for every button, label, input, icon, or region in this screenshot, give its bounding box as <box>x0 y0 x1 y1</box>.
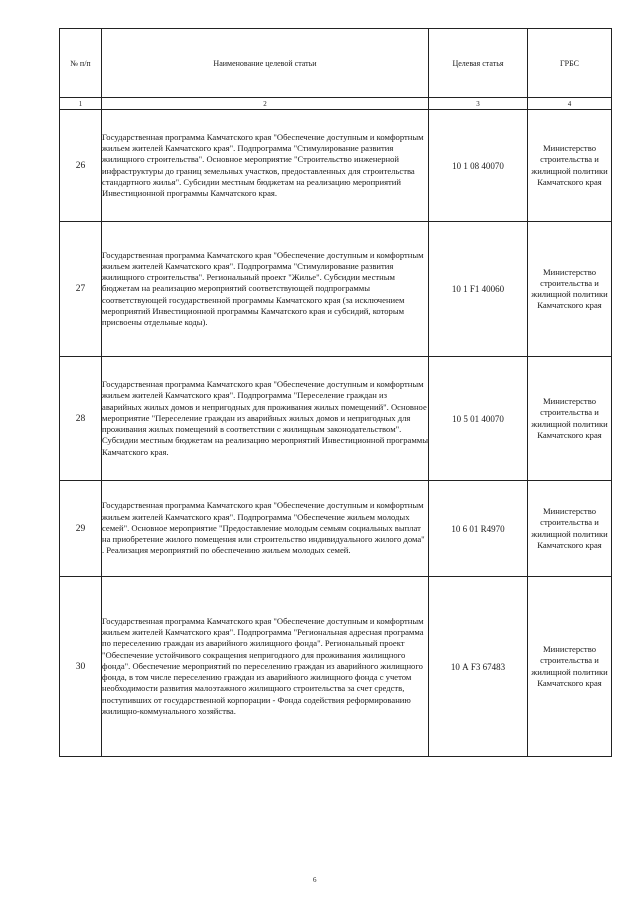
row-number: 29 <box>60 481 102 577</box>
table-row <box>60 222 612 357</box>
article-name: Государственная программа Камчатского края "Обеспечение доступным и комфортным жильем жителей Камчатского края". Подпрограмма "Региональная адресная программа по переселению граждан из аварийного жилищного фонда". Региональный проект "Обеспечение устойчивого сокращения непригодного для проживания жилищного фонда". Обеспечение мероприятий по переселению граждан из аварийного жилищного фонда, в том числе переселению граждан из аварийного жилищного фонда с учетом необходимости развития малоэтажного жилищного строительства за счет средств, поступивших от государственной корпорации - Фонда содействия реформированию жилищно-коммунального хозяйства. <box>102 577 429 757</box>
grbs-cell: Министерство строительства и жилищной политики Камчатского края <box>528 577 612 757</box>
row-number: 30 <box>60 577 102 757</box>
col-number-4: 4 <box>528 98 612 110</box>
grbs-cell: Министерство строительства и жилищной политики Камчатского края <box>528 222 612 357</box>
grbs-cell: Министерство строительства и жилищной политики Камчатского края <box>528 357 612 481</box>
col-number-3: 3 <box>429 98 528 110</box>
article-code: 10 1 F1 40060 <box>429 222 528 357</box>
row-number: 26 <box>60 110 102 222</box>
grbs-cell: Министерство строительства и жилищной политики Камчатского края <box>528 110 612 222</box>
article-name: Государственная программа Камчатского края "Обеспечение доступным и комфортным жильем жителей Камчатского края". Подпрограмма "Стимулирование развития жилищного строительства". Основное мероприятие "Строительство инженерной инфраструктуры до границ земельных участков, предоставленных для строительства стандартного жилья". Субсидии местным бюджетам на реализацию мероприятий Инвестиционной программы Камчатского края. <box>102 110 429 222</box>
row-number: 28 <box>60 357 102 481</box>
table-row <box>60 110 612 222</box>
row-number: 27 <box>60 222 102 357</box>
column-number-row <box>60 98 612 110</box>
header-name: Наименование целевой статьи <box>102 29 429 98</box>
header-grbs: ГРБС <box>528 29 612 98</box>
header-row <box>60 29 612 98</box>
header-code: Целевая статья <box>429 29 528 98</box>
article-code: 10 1 08 40070 <box>429 110 528 222</box>
article-name: Государственная программа Камчатского края "Обеспечение доступным и комфортным жильем жителей Камчатского края". Подпрограмма "Обеспечение жильем молодых семей". Основное мероприятие "Предоставление молодым семьям социальных выплат на приобретение жилого помещения или строительство индивидуального жилого дома" . Реализация мероприятий по обеспечению жильем молодых семей. <box>102 481 429 577</box>
col-number-2: 2 <box>102 98 429 110</box>
article-code: 10 5 01 40070 <box>429 357 528 481</box>
table-row <box>60 357 612 481</box>
article-code: 10 6 01 R4970 <box>429 481 528 577</box>
article-name: Государственная программа Камчатского края "Обеспечение доступным и комфортным жильем жителей Камчатского края". Подпрограмма "Стимулирование развития жилищного строительства". Региональный проект "Жилье". Субсидии местным бюджетам на реализацию мероприятий соответствующей подпрограммы соответствующей государственной программы Камчатского края (за исключением мероприятий Инвестиционной программы Камчатского края и субсидий, которым присвоены отдельные коды). <box>102 222 429 357</box>
header-num: № п/п <box>60 29 102 98</box>
article-name: Государственная программа Камчатского края "Обеспечение доступным и комфортным жильем жителей Камчатского края". Подпрограмма "Переселение граждан из аварийных жилых домов и непригодных для проживания жилых помещений". Основное мероприятие "Переселение граждан из аварийных жилых домов и непригодных для проживания жилых помещений в соответствии с жилищным законодательством". Субсидии местным бюджетам на реализацию мероприятий Инвестиционной программы Камчатского края. <box>102 357 429 481</box>
table-row <box>60 481 612 577</box>
grbs-cell: Министерство строительства и жилищной политики Камчатского края <box>528 481 612 577</box>
col-number-1: 1 <box>60 98 102 110</box>
page-number: 6 <box>313 876 317 884</box>
budget-table <box>59 28 612 757</box>
article-code: 10 А F3 67483 <box>429 577 528 757</box>
table-row <box>60 577 612 757</box>
